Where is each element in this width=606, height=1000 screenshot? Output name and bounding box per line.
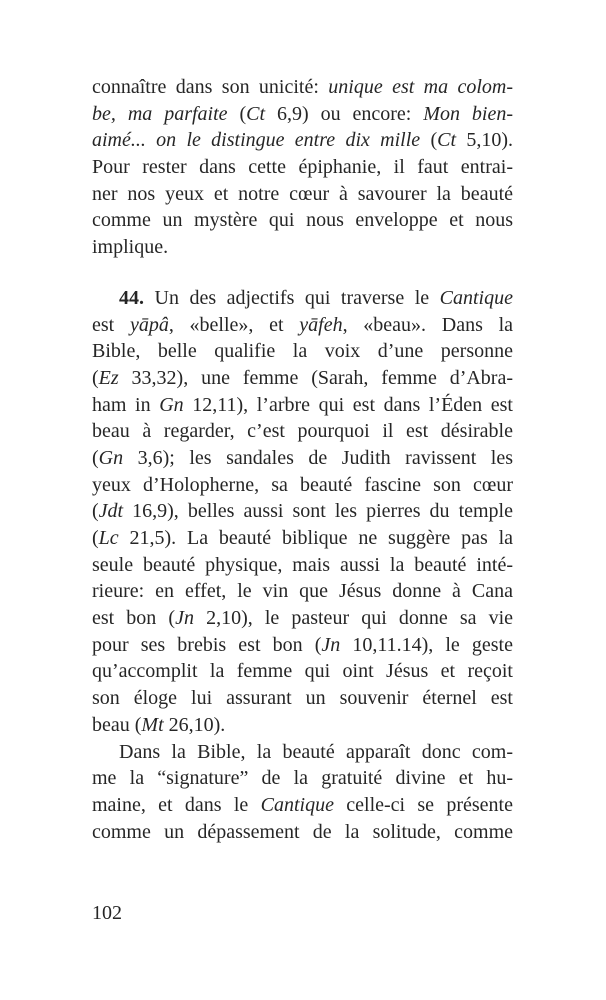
italic-text: Gn <box>98 446 124 469</box>
italic-text: be, ma parfaite <box>92 102 228 125</box>
text-line <box>92 552 513 579</box>
text-line <box>92 792 513 819</box>
text-segment: ( <box>92 500 99 523</box>
italic-text: Lc <box>98 527 119 549</box>
text-segment: est <box>92 313 130 336</box>
text-segment: , «beau». Dans la <box>342 313 513 336</box>
text-segment: implique. <box>92 236 169 259</box>
text-line <box>92 445 513 472</box>
text-segment: 10,11.14), le geste <box>340 633 513 656</box>
italic-text: Cantique <box>439 286 513 309</box>
text-line <box>92 392 513 419</box>
text-segment: 21,5). La beauté biblique ne suggère pas la <box>118 527 513 549</box>
text-segment: 12,11), l’arbre qui est dans l’Éden est <box>183 393 513 416</box>
text-segment: seule beauté physique, mais aussi la beauté inté- <box>92 553 513 576</box>
text-segment: celle-ci se présente <box>333 793 513 816</box>
text-line <box>92 712 513 739</box>
text-segment: rieure: en effet, le vin que Jésus donne à Cana <box>92 580 513 603</box>
text-segment: beau à regarder, c’est pourquoi il est désirable <box>92 420 513 443</box>
text-line <box>92 685 513 712</box>
text-line <box>92 207 513 234</box>
italic-text: Mon bien- <box>423 102 513 125</box>
text-segment: ( <box>92 527 99 549</box>
italic-text: aimé... on le distingue entre dix mille <box>92 129 421 152</box>
text-line <box>92 739 513 766</box>
text-segment: 26,10). <box>163 713 226 736</box>
text-segment: , «belle», et <box>168 313 300 336</box>
italic-text: unique est ma colom- <box>328 76 513 98</box>
text-segment: me la “signature” de la gratuité divine et hu- <box>92 767 513 790</box>
text-segment: ( <box>227 102 247 125</box>
text-segment: ner nos yeux et notre cœur à savourer la beauté <box>92 182 513 205</box>
text-segment: est bon ( <box>92 607 176 630</box>
text-line <box>92 312 513 339</box>
text-line <box>92 365 513 392</box>
text-segment: beau ( <box>92 713 142 736</box>
text-segment: ( <box>92 446 99 469</box>
text-line <box>92 154 513 181</box>
text-segment: 16,9), belles aussi sont les pierres du temple <box>123 500 513 523</box>
text-segment: ( <box>92 366 99 389</box>
text-line <box>92 418 513 445</box>
text-line <box>92 658 513 685</box>
text-segment: 33,32), une femme (Sarah, femme d’Abra- <box>118 366 513 389</box>
text-segment: yeux d’Holopherne, sa beauté fascine son cœur <box>92 473 513 496</box>
italic-text: Ct <box>246 102 266 125</box>
italic-text: Mt <box>141 713 164 736</box>
page-number: 102 <box>92 902 122 924</box>
text-segment: maine, et dans le <box>92 793 261 816</box>
text-line <box>92 101 513 128</box>
text-segment: Un des adjectifs qui traverse le <box>144 286 440 309</box>
paragraph <box>92 74 513 261</box>
text-line <box>92 338 513 365</box>
text-segment: ham in <box>92 393 160 416</box>
italic-text: Ct <box>437 129 457 152</box>
text-line <box>92 472 513 499</box>
text-segment: 3,6); les sandales de Judith ravissent les <box>123 446 513 469</box>
text-segment: 5,10). <box>456 129 513 152</box>
paragraph <box>92 739 513 846</box>
text-segment: 2,10), le pasteur qui donne sa vie <box>193 607 513 630</box>
text-line <box>92 578 513 605</box>
page-body-text <box>92 74 513 845</box>
italic-text: Jn <box>321 633 341 656</box>
italic-text: Cantique <box>260 793 334 816</box>
italic-text: Ez <box>98 366 119 389</box>
text-segment: connaître dans son unicité: <box>92 76 329 98</box>
text-segment: pour ses brebis est bon ( <box>92 633 322 656</box>
italic-text: yāpâ <box>129 313 169 336</box>
text-line <box>92 765 513 792</box>
text-segment: Pour rester dans cette épiphanie, il faut entrai- <box>92 156 513 179</box>
text-line <box>92 127 513 154</box>
text-line <box>92 525 513 552</box>
text-segment: Dans la Bible, la beauté apparaît donc com- <box>119 740 513 763</box>
text-line <box>92 819 513 846</box>
text-line <box>92 632 513 659</box>
italic-text: Jn <box>175 607 194 630</box>
text-line <box>92 498 513 525</box>
text-line <box>92 605 513 632</box>
section-number: 44. <box>119 286 144 309</box>
paragraph <box>92 285 513 739</box>
text-segment: 6,9) ou encore: <box>265 102 424 125</box>
text-segment: qu’accomplit la femme qui oint Jésus et reçoit <box>92 660 513 683</box>
text-segment: comme un mystère qui nous enveloppe et nous <box>92 209 513 232</box>
text-segment: comme un dépassement de la solitude, comme <box>92 820 513 843</box>
text-line <box>92 181 513 208</box>
text-segment: Bible, belle qualifie la voix d’une personne <box>92 340 513 363</box>
text-line <box>92 285 513 312</box>
text-segment: son éloge lui assurant un souvenir éternel est <box>92 687 513 710</box>
italic-text: yāfeh <box>299 313 343 336</box>
text-line <box>92 74 513 101</box>
italic-text: Gn <box>159 393 184 416</box>
text-line <box>92 234 513 261</box>
italic-text: Jdt <box>98 500 124 523</box>
text-segment: ( <box>420 129 438 152</box>
